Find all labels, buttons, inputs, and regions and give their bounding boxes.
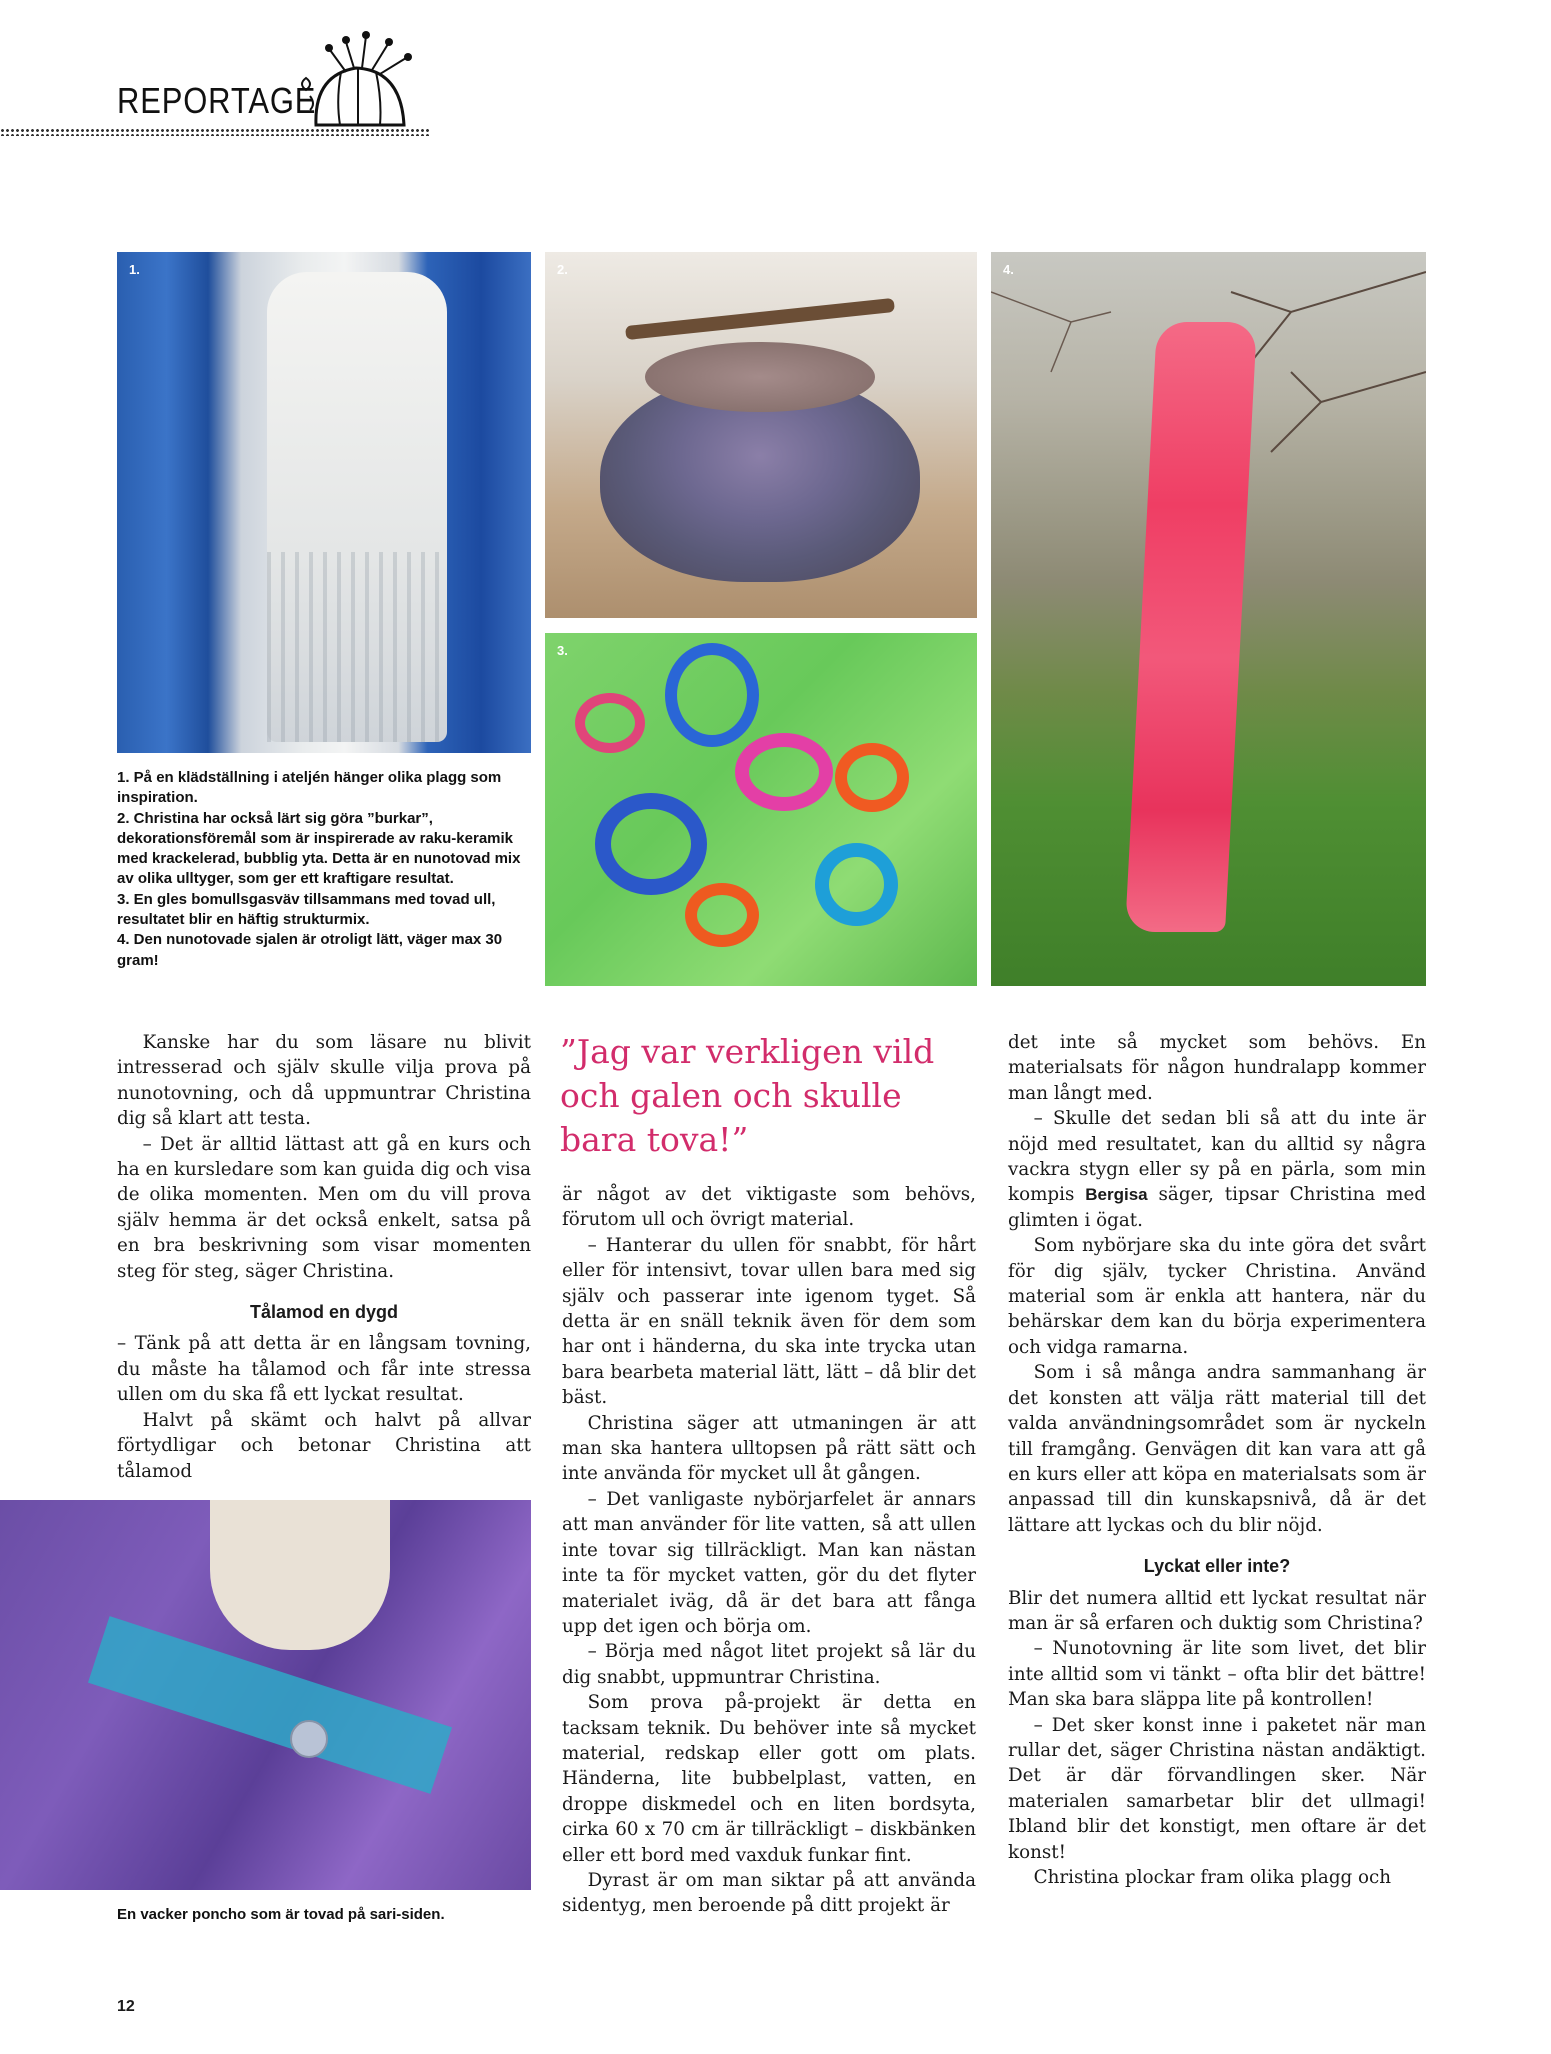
poncho-caption: En vacker poncho som är tovad på sari-siden. — [117, 1906, 445, 1923]
page-number: 12 — [117, 1998, 135, 2015]
dress-folds-shape — [267, 552, 447, 742]
paragraph: – Nunotovning är lite som livet, det blir inte alltid som vi tänkt – ofta blir det bättre! Man ska bara släppa lite på kontrollen! — [1008, 1638, 1426, 1711]
photo-poncho — [0, 1500, 531, 1890]
paragraph: Som prova på-projekt är detta en tacksam teknik. Du behöver inte så mycket material, redskap eller gott om plats. Händerna, lite bubbelplast, vatten, en droppe diskmedel och en liten bordsyta, cirka 60 x 70 cm är tillräckligt – diskbänken eller ett bord med vaxduk funkar fint. — [562, 1692, 976, 1866]
paragraph: Christina säger att utmaningen är att man ska hantera ulltopsen på rätt sätt och inte använda för mycket ull åt gången. — [562, 1412, 976, 1485]
section-label: REPORTAGE — [117, 80, 317, 121]
pincushion-icon — [296, 30, 426, 134]
photo-number-1: 1. — [129, 262, 140, 277]
text-span: – Skulle det sedan bli så att du inte är nöjd med resultatet, kan du alltid sy några vackra stygn eller sy på en pärla, som min kompis — [1008, 1108, 1426, 1206]
text-column-1 — [117, 1030, 531, 1484]
brand-name: Bergisa — [1085, 1185, 1148, 1205]
subheading-patience: Tålamod en dygd — [249, 1302, 399, 1323]
photo-gauze-felt — [545, 633, 977, 986]
photo-pink-scarf — [991, 252, 1426, 986]
photo-captions — [117, 768, 531, 971]
photo-number-4: 4. — [1003, 262, 1014, 277]
paragraph: Dyrast är om man siktar på att använda sidentyg, men beroende på ditt projekt är — [562, 1869, 976, 1917]
paragraph: Blir det numera alltid ett lyckat resultat när man är så erfaren och duktig som Christina? — [1008, 1587, 1426, 1634]
text-span: säger, tipsar Christina med glimten i ögat. — [1008, 1184, 1426, 1231]
text-column-3 — [1008, 1030, 1426, 1890]
photo-felted-jar — [545, 252, 977, 618]
photo-number-2: 2. — [557, 262, 568, 277]
jar-lid-shape — [645, 342, 875, 412]
paragraph: – Det är alltid lättast att gå en kurs och ha en kursledare som kan guida dig och visa de olika momenten. Men om du vill prova själv hemma är det också enkelt, satsa på en bra beskrivning som visar momenten steg för steg, säger Christina. — [117, 1133, 531, 1282]
caption-1: 1. På en klädställning i ateljén hänger olika plagg som inspiration. — [117, 769, 502, 807]
paragraph: Halvt på skämt och halvt på allvar förtydligar och betonar Christina att tålamod — [117, 1409, 531, 1482]
caption-2: 2. Christina har också lärt sig göra ”burkar”, dekorationsföremål som är inspirerade av raku-keramik med krackelerad, bubblig yta. Detta är en nunotovad mix av olika ulltyger, som ger ett kraftigare resultat. — [117, 809, 521, 888]
text-column-2 — [562, 1182, 976, 1919]
felt-ring — [575, 693, 645, 753]
paragraph: Som nybörjare ska du inte göra det svårt för dig själv, tycker Christina. Använd material som är enkla att hantera, när du behärskar dem kan du börja experimentera och vidga ramarna. — [1008, 1235, 1426, 1358]
paragraph — [1008, 1106, 1426, 1233]
subheading-success: Lyckat eller inte? — [1143, 1556, 1291, 1577]
paragraph: är något av det viktigaste som behövs, förutom ull och övrigt material. — [562, 1184, 976, 1231]
poncho-button-shape — [290, 1720, 328, 1758]
twig-handle-shape — [625, 298, 895, 340]
paragraph: det inte så mycket som behövs. En materialsats för någon hundralapp kommer man långt med. — [1008, 1032, 1426, 1104]
paragraph: Christina plockar fram olika plagg och — [1033, 1867, 1392, 1888]
paragraph: – Tänk på att detta är en långsam tovning, du måste ha tålamod och får inte stressa ullen om du ska få ett lyckat resultat. — [117, 1333, 531, 1406]
caption-3: 3. En gles bomullsgasväv tillsammans med tovad ull, resultatet blir en häftig strukturmix. — [117, 890, 496, 929]
felt-ring — [665, 643, 759, 747]
paragraph: Kanske har du som läsare nu blivit intresserad och själv skulle vilja prova på nunotovning, och då uppmuntrar Christina dig så klart att testa. — [117, 1032, 531, 1130]
header-dotted-rule — [0, 128, 430, 136]
felt-ring — [835, 743, 909, 812]
felt-ring — [815, 843, 898, 926]
paragraph: – Hanterar du ullen för snabbt, för hårt eller för intensivt, tovar ullen bara med sig själv och passerar inte igenom tyget. Så detta är en snäll teknik även för dem som har ont i händerna, du ska inte trycka utan bara bearbeta material lätt, lätt – då blir det bäst. — [562, 1234, 976, 1409]
felt-ring — [735, 733, 833, 811]
photo-number-3: 3. — [557, 643, 568, 658]
felt-ring — [595, 793, 707, 895]
felt-ring — [685, 883, 759, 947]
photo-clothing-rack — [117, 252, 531, 753]
paragraph: – Det sker konst inne i paketet när man rullar det, säger Christina nästan andäktigt. Det är där förvandlingen sker. När materialen samarbetar blir det ullmagi! Ibland blir det konstigt, men oftare är det konst! — [1008, 1714, 1426, 1863]
caption-4: 4. Den nunotovade sjalen är otroligt lätt, väger max 30 gram! — [117, 931, 503, 969]
mannequin-neck-shape — [210, 1500, 390, 1650]
pull-quote: ”Jag var verkligen vild och galen och skulle bara tova!” — [560, 1032, 935, 1159]
paragraph: Som i så många andra sammanhang är det konsten att välja rätt material till det valda användningsområdet som är nyckeln till framgång. Genvägen dit kan vara att gå en kurs eller att köpa en materialsats som är anpassad till din kunskapsnivå, då är det lättare att lyckas och du blir nöjd. — [1008, 1362, 1426, 1536]
paragraph: – Det vanligaste nybörjarfelet är annars att man använder för lite vatten, så att ullen inte tovar sig tillräckligt. Man kan nästan inte ta för mycket vatten, gör du det flyter materialet iväg, då är det bara att fånga upp det igen och börja om. — [562, 1488, 976, 1637]
paragraph: – Börja med något litet projekt så lär du dig snabbt, uppmuntrar Christina. — [562, 1641, 976, 1688]
